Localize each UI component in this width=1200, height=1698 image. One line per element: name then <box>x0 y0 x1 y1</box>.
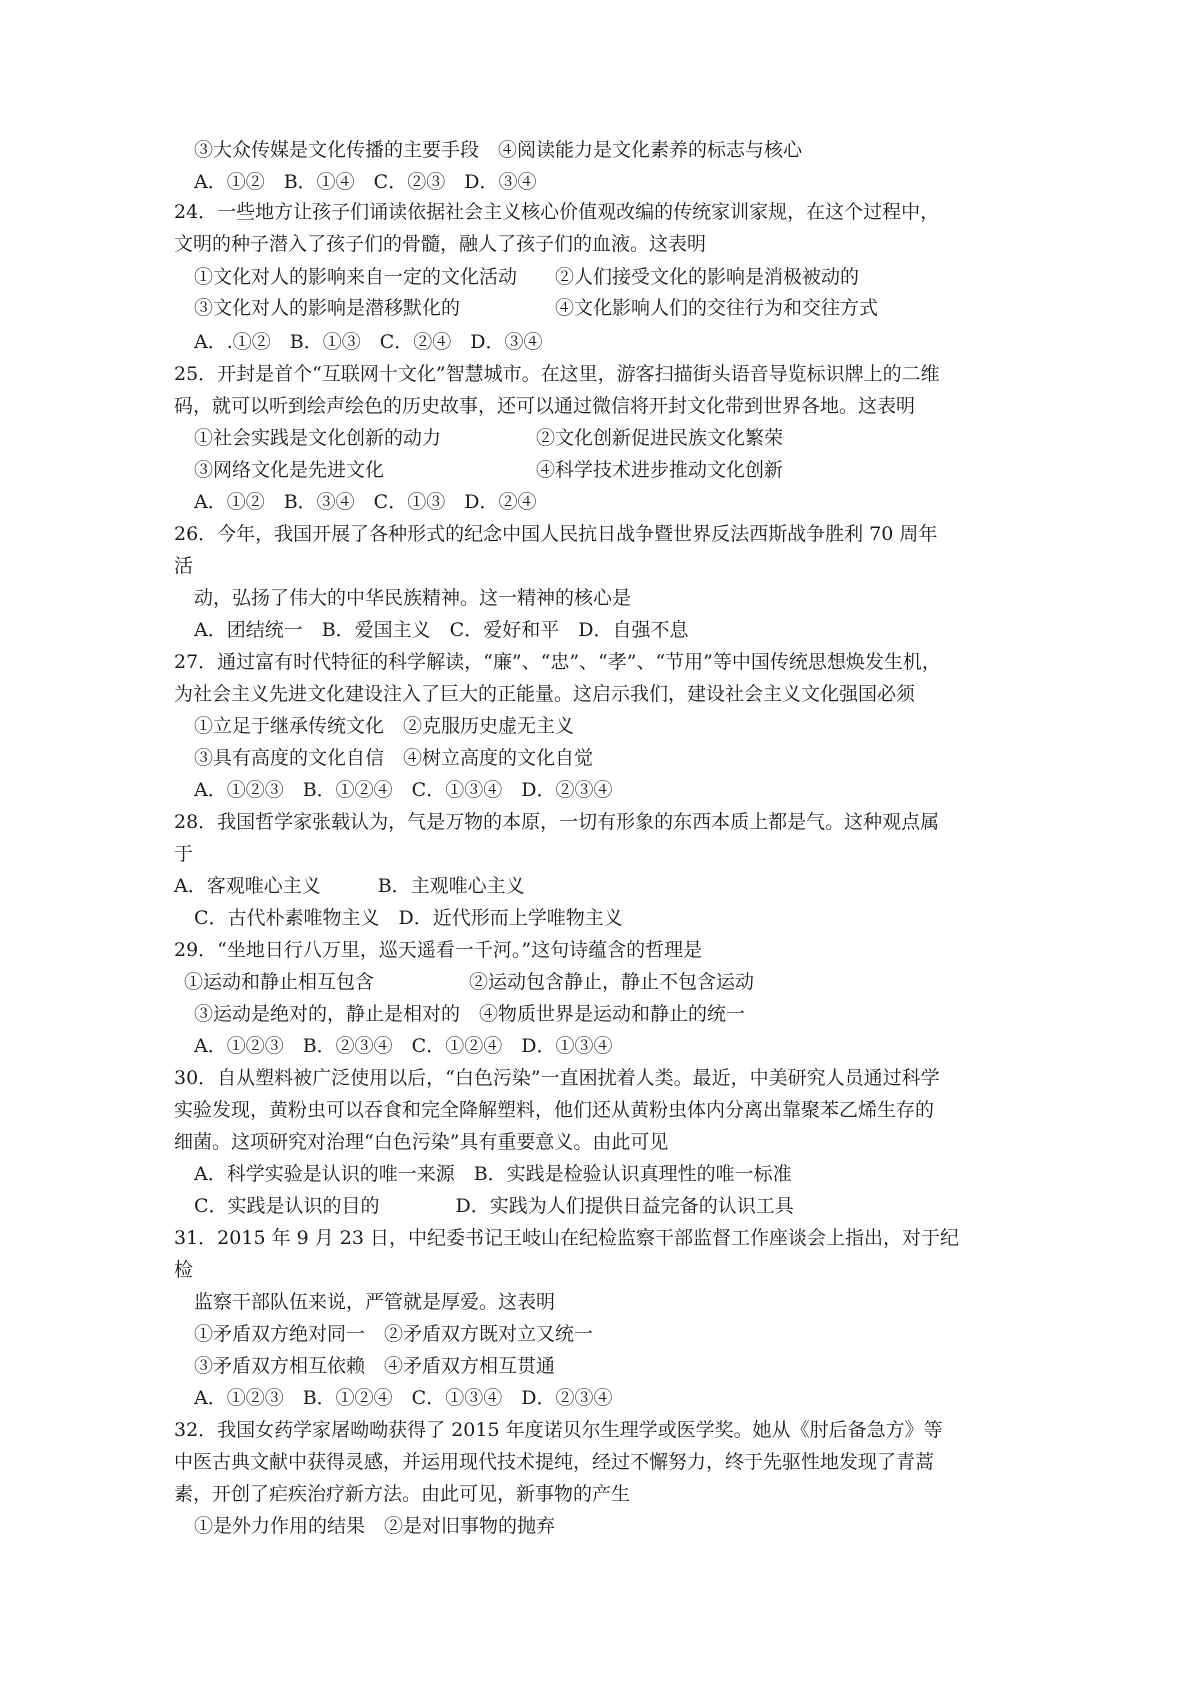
text-line: C．实践是认识的目的 D．实践为人们提供日益完备的认识工具 <box>194 1195 794 1217</box>
text-line: 实验发现，黄粉虫可以吞食和完全降解塑料，他们还从黄粉虫体内分离出靠聚苯乙烯生存的 <box>174 1099 935 1121</box>
text-line: 为社会主义先进文化建设注入了巨大的正能量。这启示我们，建设社会主义文化强国必须 <box>174 683 916 705</box>
text-line: 检 <box>174 1259 194 1281</box>
text-line: 素，开创了疟疾治疗新方法。由此可见，新事物的产生 <box>174 1483 631 1505</box>
text-line: ③运动是绝对的，静止是相对的 ④物质世界是运动和静止的统一 <box>194 1003 746 1025</box>
text-line: 32．我国女药学家屠呦呦获得了 2015 年度诺贝尔生理学或医学奖。她从《肘后备急方》等 <box>174 1419 943 1441</box>
text-line: 于 <box>174 843 194 865</box>
text-line: A．科学实验是认识的唯一来源 B．实践是检验认识真理性的唯一标准 <box>194 1163 792 1185</box>
text-line: ③大众传媒是文化传播的主要手段 ④阅读能力是文化素养的标志与核心 <box>194 139 803 161</box>
text-line: 30．自从塑料被广泛使用以后，“白色污染”一直困扰着人类。最近，中美研究人员通过科学 <box>174 1067 940 1089</box>
text-line: 文明的种子潜入了孩子们的骨髓，融人了孩子们的血液。这表明 <box>174 233 707 255</box>
text-line: ①是外力作用的结果 ②是对旧事物的抛弃 <box>194 1515 556 1537</box>
text-line: 25．开封是首个“互联网十文化”智慧城市。在这里，游客扫描街头语音导览标识牌上的二维 <box>174 363 940 385</box>
text-line: A．①②③ B．①②④ C．①③④ D．②③④ <box>194 779 613 801</box>
text-line: ③具有高度的文化自信 ④树立高度的文化自觉 <box>194 747 594 769</box>
text-line: ①运动和静止相互包含 ②运动包含静止，静止不包含运动 <box>184 971 755 993</box>
text-line: A．①②③ B．②③④ C．①②④ D．①③④ <box>194 1035 613 1057</box>
text-line: 动，弘扬了伟大的中华民族精神。这一精神的核心是 <box>194 587 632 609</box>
text-line: A．①② B．①④ C．②③ D．③④ <box>194 171 537 193</box>
text-line: 31．2015 年 9 月 23 日，中纪委书记王岐山在纪检监察干部监督工作座谈会上指出，对于纪 <box>174 1227 959 1249</box>
text-line: ①社会实践是文化创新的动力 ②文化创新促进民族文化繁荣 <box>194 427 784 449</box>
text-line: A．客观唯心主义 B．主观唯心主义 <box>174 875 525 897</box>
text-line: ③矛盾双方相互依赖 ④矛盾双方相互贯通 <box>194 1355 556 1377</box>
text-line: 29．“坐地日行八万里，巡天遥看一千河。”这句诗蕴含的哲理是 <box>174 939 703 961</box>
text-line: C．古代朴素唯物主义 D．近代形而上学唯物主义 <box>194 907 623 929</box>
text-line: 26．今年，我国开展了各种形式的纪念中国人民抗日战争暨世界反法西斯战争胜利 70 周年 <box>174 523 938 545</box>
text-line: 监察干部队伍来说，严管就是厚爱。这表明 <box>194 1291 556 1313</box>
text-line: 活 <box>174 555 194 577</box>
text-line: ①矛盾双方绝对同一 ②矛盾双方既对立又统一 <box>194 1323 594 1345</box>
text-line: ③文化对人的影响是潜移默化的 ④文化影响人们的交往行为和交往方式 <box>194 297 879 319</box>
text-line: ③网络文化是先进文化 ④科学技术进步推动文化创新 <box>194 459 784 481</box>
text-line: ①文化对人的影响来自一定的文化活动 ②人们接受文化的影响是消极被动的 <box>194 266 860 288</box>
text-line: A．.①② B．①③ C．②④ D．③④ <box>194 331 543 353</box>
text-line: 27．通过富有时代特征的科学解读，“廉”、“忠”、“孝”、“节用”等中国传统思想焕发生机， <box>174 651 941 673</box>
text-line: 码，就可以听到绘声绘色的历史故事，还可以通过微信将开封文化带到世界各地。这表明 <box>174 395 916 417</box>
text-line: 28．我国哲学家张载认为，气是万物的本原，一切有形象的东西本质上都是气。这种观点属 <box>174 811 940 833</box>
text-line: ①立足于继承传统文化 ②克服历史虚无主义 <box>194 715 575 737</box>
text-line: A．①② B．③④ C．①③ D．②④ <box>194 491 537 513</box>
text-line: 中医古典文献中获得灵感，并运用现代技术提纯，经过不懈努力，终于先驱性地发现了青蒿 <box>174 1451 935 1473</box>
text-line: 细菌。这项研究对治理“白色污染”具有重要意义。由此可见 <box>174 1131 669 1153</box>
text-line: A．①②③ B．①②④ C．①③④ D．②③④ <box>194 1387 613 1409</box>
text-line: 24．一些地方让孩子们诵读依据社会主义核心价值观改编的传统家训家规，在这个过程中， <box>174 201 940 223</box>
text-line: A．团结统一 B．爱国主义 C．爱好和平 D．自强不息 <box>194 619 689 641</box>
